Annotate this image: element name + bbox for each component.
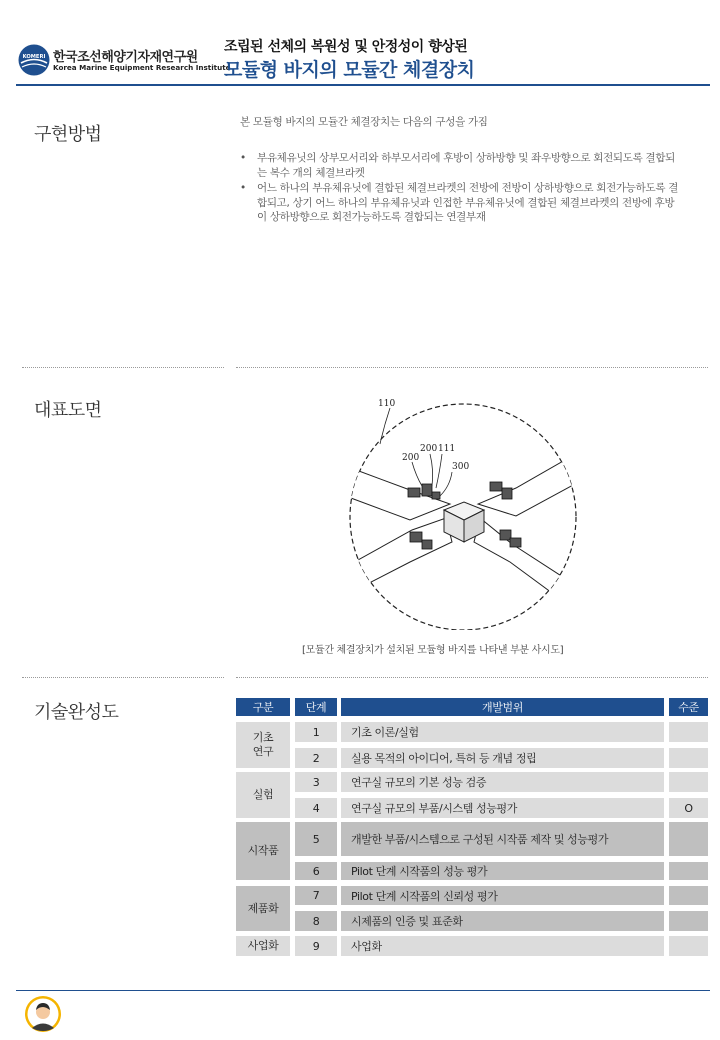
stage-number: 8 <box>295 911 337 931</box>
stage-scope: 연구실 규모의 기본 성능 검증 <box>341 772 664 792</box>
header-level: 수준 <box>669 698 708 716</box>
stage-number: 1 <box>295 722 337 742</box>
stage-scope: 기초 이론/실험 <box>341 722 664 742</box>
footer-divider <box>16 990 710 991</box>
ref-label: 200 <box>420 444 438 454</box>
section-divider <box>22 367 224 368</box>
section-divider <box>236 677 708 678</box>
method-bullet-text: 부유체유닛의 상부모서리와 하부모서리에 후방이 상하방향 및 좌우방향으로 회전되도록 결합되는 복수 개의 체결브라켓 <box>257 152 676 179</box>
bullet-mark: • <box>240 152 246 164</box>
stage-level: O <box>669 798 708 818</box>
org-name-kr: 한국조선해양기자재연구원 <box>53 50 198 65</box>
ref-label: 300 <box>452 462 470 472</box>
method-bullet-text: 어느 하나의 부유체유닛에 결합된 체결브라켓의 전방에 전방이 상하방향으로 회전가능하도록 결합되고, 상기 어느 하나의 부유체유닛과 인접한 부유체유닛에 결합된 체결브라켓의 전방에 후방이 상하방향으로 회전가능하도록 결합되는 연결부재 <box>257 182 679 223</box>
method-bullet <box>240 181 680 225</box>
method-bullet-list <box>240 151 680 226</box>
header-scope: 개발범위 <box>341 698 664 716</box>
stage-scope: 연구실 규모의 부품/시스템 성능평가 <box>341 798 664 818</box>
bullet-mark: • <box>240 182 246 194</box>
stage-number: 2 <box>295 748 337 768</box>
drawing-section-label: 대표도면 <box>34 400 102 421</box>
ref-label: 111 <box>438 444 456 454</box>
header-divider <box>16 84 710 86</box>
group-experiment: 실험 <box>236 772 290 818</box>
stage-level <box>669 862 708 880</box>
header-group: 구분 <box>236 698 290 716</box>
stage-scope: 시제품의 인증 및 표준화 <box>341 911 664 931</box>
avatar-icon <box>24 995 62 1033</box>
stage-scope: 사업화 <box>341 936 664 956</box>
stage-level <box>669 911 708 931</box>
ref-label: 200 <box>402 453 420 463</box>
stage-scope: 실용 목적의 아이디어, 특허 등 개념 정립 <box>341 748 664 768</box>
barge-connector-drawing <box>340 392 584 630</box>
org-name-en: Korea Marine Equipment Research Institute <box>53 63 231 72</box>
stage-number: 7 <box>295 886 337 905</box>
title-line-1: 조립된 선체의 복원성 및 안정성이 향상된 <box>224 39 468 55</box>
stage-level <box>669 822 708 856</box>
ref-label: 110 <box>378 399 396 409</box>
header-stage: 단계 <box>295 698 337 716</box>
stage-number: 4 <box>295 798 337 818</box>
page-title: 모듈형 바지의 모듈간 체결장치 <box>224 59 475 81</box>
stage-number: 3 <box>295 772 337 792</box>
stage-number: 6 <box>295 862 337 880</box>
stage-level <box>669 722 708 742</box>
method-bullet <box>240 151 680 180</box>
stage-level <box>669 748 708 768</box>
group-basic-research: 기초 연구 <box>236 722 290 768</box>
komeri-logo-icon <box>18 44 50 76</box>
stage-number: 5 <box>295 822 337 856</box>
stage-level <box>669 936 708 956</box>
section-divider <box>22 677 224 678</box>
stage-level <box>669 886 708 905</box>
stage-scope: Pilot 단계 시작품의 신뢰성 평가 <box>341 886 664 905</box>
stage-level <box>669 772 708 792</box>
stage-scope: 개발한 부품/시스템으로 구성된 시작품 제작 및 성능평가 <box>341 822 664 856</box>
group-productization: 제품화 <box>236 886 290 931</box>
method-section-label: 구현방법 <box>34 124 102 145</box>
group-commercialization: 사업화 <box>236 936 290 956</box>
maturity-section-label: 기술완성도 <box>34 702 119 723</box>
method-intro: 본 모듈형 바지의 모듈간 체결장치는 다음의 구성을 가짐 <box>240 116 488 128</box>
group-prototype: 시작품 <box>236 822 290 880</box>
stage-scope: Pilot 단계 시작품의 성능 평가 <box>341 862 664 880</box>
logo-text: KOMERI <box>22 54 46 60</box>
drawing-caption: [모듈간 체결장치가 설치된 모듈형 바지를 나타낸 부분 사시도] <box>302 645 564 656</box>
section-divider <box>236 367 708 368</box>
stage-number: 9 <box>295 936 337 956</box>
